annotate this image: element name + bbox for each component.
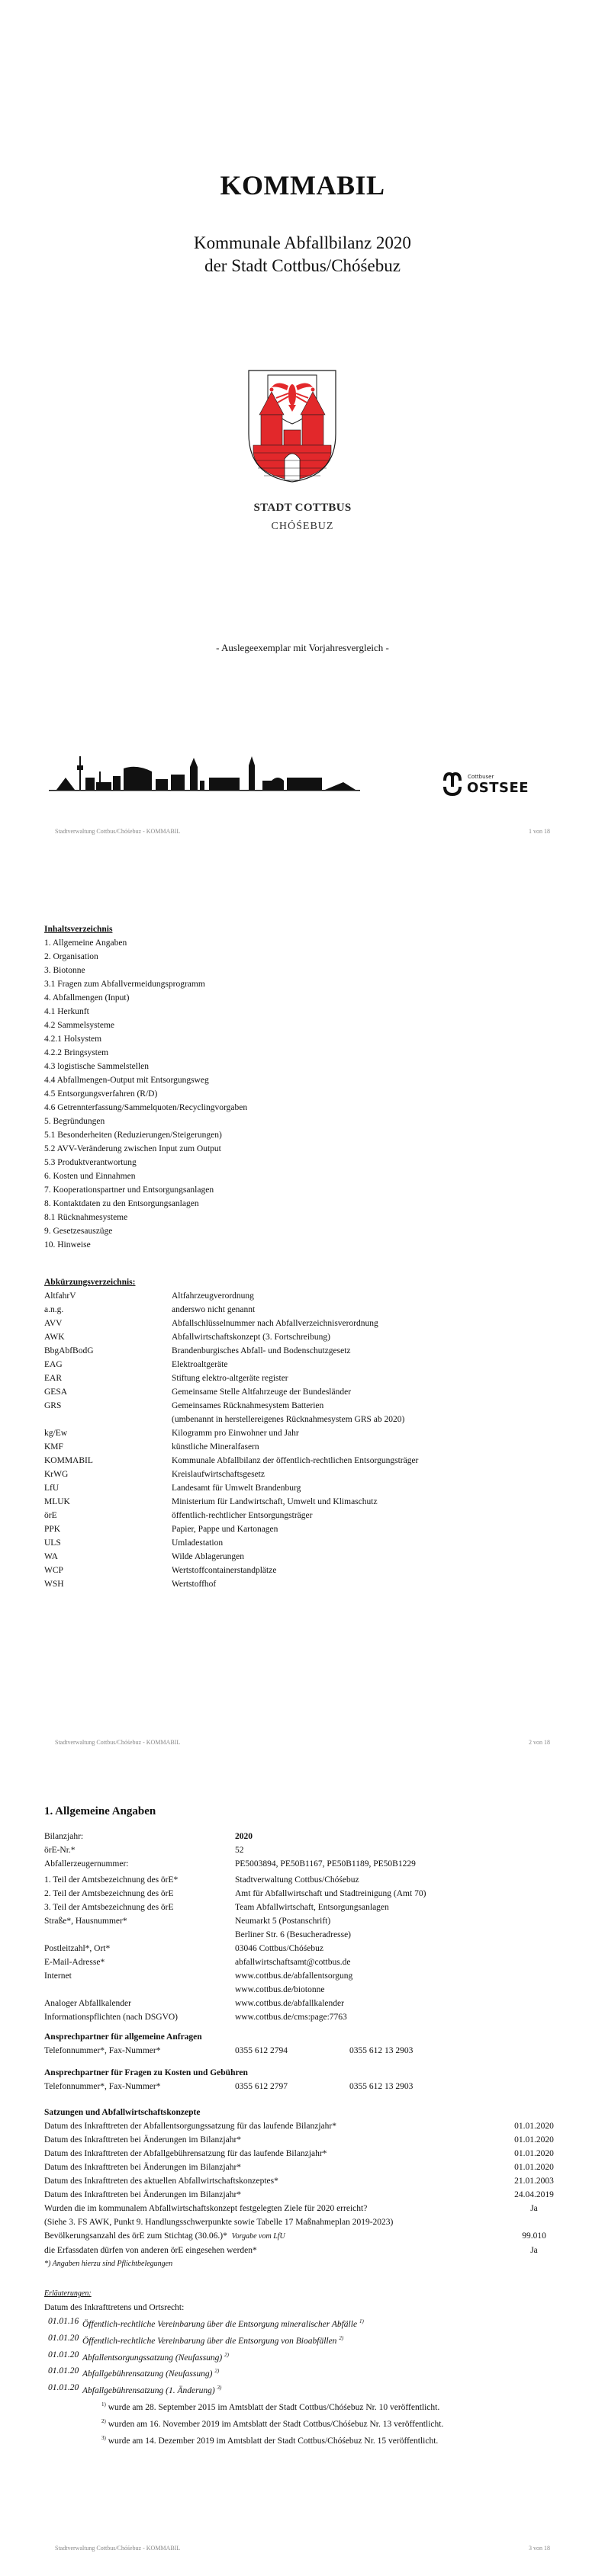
info-key: Bilanzjahr: xyxy=(44,1832,84,1841)
abbreviation: KOMMABIL xyxy=(44,1456,93,1465)
info-value: Stadtverwaltung Cottbus/Chóśebuz xyxy=(235,1875,359,1885)
abbreviation: GESA xyxy=(44,1387,68,1397)
info-row xyxy=(44,1901,426,1914)
statute-row xyxy=(44,2161,565,2174)
abbreviation-meaning: Gemeinsame Stelle Altfahrzeuge der Bundesländer xyxy=(172,1387,352,1397)
statute-value: 01.01.2020 xyxy=(514,2149,554,2158)
ostsee-logo-small: Cottbuser xyxy=(468,774,494,780)
abbreviation-row xyxy=(44,1358,418,1371)
abbreviation-row xyxy=(44,1468,418,1481)
abbreviation-rows xyxy=(44,1289,418,1591)
explanation-date: 01.01.20 xyxy=(48,2333,79,2343)
toc-item: 5.2 AVV-Veränderung zwischen Input zum Output xyxy=(44,1144,221,1153)
abbreviation: LfU xyxy=(44,1484,60,1493)
contact-heading: Ansprechpartner für allgemeine Anfragen xyxy=(44,2032,202,2042)
info-row xyxy=(44,1914,426,1928)
abbreviation: EAR xyxy=(44,1374,62,1383)
toc-item: 4. Abfallmengen (Input) xyxy=(44,993,130,1002)
info-key: Straße*, Hausnummer* xyxy=(44,1917,127,1926)
abbreviation: KMF xyxy=(44,1442,63,1452)
share-value: Ja xyxy=(530,2246,538,2255)
statute-value: 21.01.2003 xyxy=(514,2177,554,2186)
population-note: Vorgabe vom LfU xyxy=(231,2232,285,2241)
abbreviation: PPK xyxy=(44,1525,61,1534)
info-key: Internet xyxy=(44,1971,72,1981)
statute-value: Ja xyxy=(530,2204,538,2213)
explanation-item xyxy=(44,2381,565,2398)
abbreviation: kg/Ew xyxy=(44,1429,68,1438)
statute-row xyxy=(44,2188,565,2202)
footnote-ref: 2) xyxy=(224,2351,229,2358)
ostsee-logo-big: OSTSEE xyxy=(467,780,529,796)
info-key xyxy=(44,1983,235,1997)
page-general-info xyxy=(0,1776,605,2576)
footnote-ref: 2) xyxy=(214,2368,220,2375)
ostsee-logo xyxy=(442,772,530,796)
info-value: www.cottbus.de/biotonne xyxy=(235,1985,325,1994)
footnote-ref: 3) xyxy=(217,2385,222,2392)
abbreviation: AWK xyxy=(44,1333,65,1342)
toc-item: 3.1 Fragen zum Abfallvermeidungsprogramm xyxy=(44,980,205,989)
footer-page-number: 3 von 18 xyxy=(529,2545,550,2552)
info-key: 3. Teil der Amtsbezeichnung des örE xyxy=(44,1903,174,1912)
statute-value: 24.04.2019 xyxy=(514,2190,554,2199)
toc-item: 9. Gesetzesauszüge xyxy=(44,1227,113,1236)
abbreviation: AVV xyxy=(44,1319,63,1328)
abbreviation-row xyxy=(44,1495,418,1509)
explanation-text xyxy=(82,2331,343,2348)
info-value: Amt für Abfallwirtschaft und Stadtreinigung (Amt 70) xyxy=(235,1889,426,1898)
statutes-section xyxy=(44,2106,565,2271)
info-value: Team Abfallwirtschaft, Entsorgungsanlagen xyxy=(235,1903,389,1912)
abbreviation-row xyxy=(44,1454,418,1468)
info-key: E-Mail-Adresse* xyxy=(44,1958,105,1967)
general-info-block-a xyxy=(44,1830,416,1871)
abbreviation: MLUK xyxy=(44,1497,70,1506)
info-value: www.cottbus.de/abfallentsorgung xyxy=(235,1971,353,1981)
info-value: www.cottbus.de/cms:page:7763 xyxy=(235,2013,347,2022)
abbreviation: ULS xyxy=(44,1538,61,1548)
abbreviation: GRS xyxy=(44,1401,62,1410)
statute-label: (Siehe 3. FS AWK, Punkt 9. Handlungsschwerpunkte sowie Tabelle 17 Maßnahmeplan 2019-2023) xyxy=(44,2218,394,2227)
explanation-text xyxy=(82,2364,219,2381)
statutes-rows xyxy=(44,2119,565,2229)
statute-row xyxy=(44,2133,565,2147)
abbreviation-meaning: Kommunale Abfallbilanz der öffentlich-rechtlichen Entsorgungsträger xyxy=(172,1456,419,1465)
abbreviation-meaning: Abfallwirtschaftskonzept (3. Fortschreibung) xyxy=(172,1333,330,1342)
contact-phone: 0355 612 2797 xyxy=(235,2082,288,2091)
statute-value: 01.01.2020 xyxy=(514,2135,554,2145)
info-row xyxy=(44,1873,426,1887)
info-key: Abfallerzeugernummer: xyxy=(44,1859,129,1869)
abbreviation-row xyxy=(44,1399,418,1413)
toc-item: 4.4 Abfallmengen-Output mit Entsorgungsweg xyxy=(44,1076,209,1085)
subtitle-line-1: Kommunale Abfallbilanz 2020 xyxy=(194,233,411,252)
explanations-section xyxy=(44,2287,565,2448)
explanation-title: Abfallgebührensatzung (1. Änderung) xyxy=(82,2386,215,2396)
ostsee-wave-icon xyxy=(442,772,462,796)
document-subtitle xyxy=(0,232,605,277)
statute-label: Datum des Inkrafttreten des aktuellen Abfallwirtschaftskonzeptes* xyxy=(44,2177,278,2186)
toc-heading: Inhaltsverzeichnis xyxy=(44,925,113,934)
statutes-heading: Satzungen und Abfallwirtschaftskonzepte xyxy=(44,2108,201,2117)
statute-row xyxy=(44,2174,565,2188)
statute-row xyxy=(44,2147,565,2161)
section-heading: 1. Allgemeine Angaben xyxy=(44,1805,156,1817)
footer-page-number: 2 von 18 xyxy=(529,1739,550,1746)
footnote-text: wurden am 16. November 2019 im Amtsblatt der Stadt Cottbus/Chóśebuz Nr. 13 veröffentlicht. xyxy=(108,2419,444,2429)
abbreviation: a.n.g. xyxy=(44,1305,64,1314)
abbreviation-row xyxy=(44,1577,418,1591)
explanations-intro: Datum des Inkrafttretens und Ortsrecht: xyxy=(44,2303,185,2312)
footnote xyxy=(44,2414,565,2431)
abbreviation-row xyxy=(44,1344,418,1358)
abbreviation-row xyxy=(44,1330,418,1344)
explanation-date: 01.01.16 xyxy=(48,2317,79,2326)
subtitle-line-2: der Stadt Cottbus/Chóśebuz xyxy=(204,256,401,275)
abbreviation-meaning: Altfahrzeugverordnung xyxy=(172,1291,254,1301)
toc-item: 8.1 Rücknahmesysteme xyxy=(44,1213,128,1222)
abbreviation-row xyxy=(44,1550,418,1564)
footnote-ref: 2) xyxy=(339,2334,344,2341)
abbreviation-list xyxy=(44,1275,418,1591)
explanation-title: Abfallentsorgungssatzung (Neufassung) xyxy=(82,2353,223,2363)
explanation-text xyxy=(82,2381,221,2398)
abbreviation: AltfahrV xyxy=(44,1291,76,1301)
info-value: 03046 Cottbus/Chóśebuz xyxy=(235,1944,323,1953)
footnote-ref: 1) xyxy=(359,2318,364,2324)
abbreviation-row xyxy=(44,1289,418,1303)
abbreviation-row xyxy=(44,1371,418,1385)
info-key: Analoger Abfallkalender xyxy=(44,1999,131,2008)
explanation-item xyxy=(44,2331,565,2348)
info-value: PE5003894, PE50B1167, PE50B1189, PE50B1229 xyxy=(235,1859,416,1869)
explanation-title: Öffentlich-rechtliche Vereinbarung über die Entsorgung von Bioabfällen xyxy=(82,2336,337,2346)
statute-value: 01.01.2020 xyxy=(514,2163,554,2172)
info-row xyxy=(44,2010,426,2024)
abbreviation-meaning: Kilogramm pro Einwohner und Jahr xyxy=(172,1429,299,1438)
abbreviation-row xyxy=(44,1481,418,1495)
document-title: KOMMABIL xyxy=(220,170,385,200)
contact-heading: Ansprechpartner für Fragen zu Kosten und Gebühren xyxy=(44,2068,248,2077)
info-value: abfallwirtschaftsamt@cottbus.de xyxy=(235,1958,351,1967)
statute-label: Datum des Inkrafttreten bei Änderungen im Bilanzjahr* xyxy=(44,2135,242,2145)
statute-label: Wurden die im kommunalem Abfallwirtschaftskonzept festgelegten Ziele für 2020 erreicht? xyxy=(44,2204,368,2213)
contact-fax: 0355 612 13 2903 xyxy=(349,2046,414,2055)
abbreviation-row xyxy=(44,1564,418,1577)
statute-row xyxy=(44,2215,565,2229)
toc-item: 4.3 logistische Sammelstellen xyxy=(44,1062,150,1071)
abbreviation: WCP xyxy=(44,1566,63,1575)
toc-item: 6. Kosten und Einnahmen xyxy=(44,1172,136,1181)
toc-item: 4.6 Getrennterfassung/Sammelquoten/Recyclingvorgaben xyxy=(44,1103,248,1112)
abbreviation-row xyxy=(44,1413,418,1426)
abbreviation-meaning: Wertstoffcontainerstandplätze xyxy=(172,1566,277,1575)
abbreviation-row xyxy=(44,1440,418,1454)
info-key: 2. Teil der Amtsbezeichnung des örE xyxy=(44,1889,174,1898)
explanation-title: Abfallgebührensatzung (Neufassung) xyxy=(82,2369,213,2379)
toc-item: 4.5 Entsorgungsverfahren (R/D) xyxy=(44,1089,158,1099)
footnote-marker: 1) xyxy=(101,2401,106,2408)
page-footer xyxy=(55,2545,550,2552)
footnote-marker: 3) xyxy=(101,2434,106,2441)
statute-row xyxy=(44,2119,565,2133)
info-row xyxy=(44,1843,416,1857)
abbreviation-meaning: Elektroaltgeräte xyxy=(172,1360,228,1369)
page-toc xyxy=(0,846,605,1776)
page-footer xyxy=(55,828,550,835)
toc-item: 4.2.2 Bringsystem xyxy=(44,1048,109,1057)
abbreviation: örE xyxy=(44,1511,57,1520)
footnote xyxy=(44,2431,565,2448)
info-value: Berliner Str. 6 (Besucheradresse) xyxy=(235,1930,352,1939)
info-value: Neumarkt 5 (Postanschrift) xyxy=(235,1917,331,1926)
edition-note: - Auslegeexemplar mit Vorjahresvergleich - xyxy=(216,642,389,653)
statute-row xyxy=(44,2202,565,2215)
explanation-item xyxy=(44,2315,565,2331)
abbreviation-row xyxy=(44,1522,418,1536)
toc-item: 5.3 Produktverantwortung xyxy=(44,1158,137,1167)
toc-item: 5. Begründungen xyxy=(44,1117,105,1126)
info-row xyxy=(44,1928,426,1942)
info-key: Informationspflichten (nach DSGVO) xyxy=(44,2013,179,2022)
info-key xyxy=(44,1928,235,1942)
info-row xyxy=(44,1969,426,1983)
explanation-date: 01.01.20 xyxy=(48,2350,79,2359)
abbreviation-row xyxy=(44,1317,418,1330)
statute-label: Datum des Inkrafttreten bei Änderungen im Bilanzjahr* xyxy=(44,2163,242,2172)
statute-value xyxy=(504,2215,565,2229)
info-key: Postleitzahl*, Ort* xyxy=(44,1944,111,1953)
toc-item: 4.2.1 Holsystem xyxy=(44,1035,102,1044)
population-label xyxy=(44,2229,504,2244)
coat-of-arms-icon xyxy=(243,369,342,483)
explanations-heading: Erläuterungen: xyxy=(44,2289,92,2298)
info-row xyxy=(44,1830,416,1843)
explanation-text xyxy=(82,2348,229,2365)
abbreviation: KrWG xyxy=(44,1470,69,1479)
explanation-items xyxy=(44,2315,565,2398)
abbreviation-row xyxy=(44,1536,418,1550)
abbreviation-meaning: Papier, Pappe und Kartonagen xyxy=(172,1525,278,1534)
footer-left: Stadtverwaltung Cottbus/Chóśebuz - KOMMABIL xyxy=(55,2545,181,2552)
abbreviation: EAG xyxy=(44,1360,63,1369)
info-row xyxy=(44,1955,426,1969)
abbreviation: WA xyxy=(44,1552,58,1561)
info-value: 2020 xyxy=(235,1832,253,1841)
mandatory-note: *) Angaben hierzu sind Pflichtbelegungen xyxy=(44,2260,173,2268)
explanation-date: 01.01.20 xyxy=(48,2383,79,2393)
info-value: www.cottbus.de/abfallkalender xyxy=(235,1999,344,2008)
statute-value: 01.01.2020 xyxy=(514,2122,554,2131)
abbreviation: WSH xyxy=(44,1580,64,1589)
contact-row xyxy=(44,2044,413,2058)
statute-label: Datum des Inkrafttreten der Abfallentsorgungssatzung für das laufende Bilanzjahr* xyxy=(44,2122,336,2131)
abbreviation-meaning: künstliche Mineralfasern xyxy=(172,1442,259,1452)
abbreviation-meaning: Wilde Ablagerungen xyxy=(172,1552,245,1561)
contact-phone: 0355 612 2794 xyxy=(235,2046,288,2055)
abbreviations-heading: Abkürzungsverzeichnis: xyxy=(44,1278,136,1287)
info-row xyxy=(44,1997,426,2010)
toc-item: 5.1 Besonderheiten (Reduzierungen/Steigerungen) xyxy=(44,1131,222,1140)
footer-page-number: 1 von 18 xyxy=(529,828,550,835)
abbreviation-meaning: Wertstoffhof xyxy=(172,1580,217,1589)
statute-label: Datum des Inkrafttreten der Abfallgebührensatzung für das laufende Bilanzjahr* xyxy=(44,2149,327,2158)
contact-row xyxy=(44,2080,413,2093)
info-key: 1. Teil der Amtsbezeichnung des örE* xyxy=(44,1875,179,1885)
page-cover xyxy=(0,0,605,846)
explanation-title: Öffentlich-rechtliche Vereinbarung über die Entsorgung mineralischer Abfälle xyxy=(82,2319,358,2329)
abbreviation-row xyxy=(44,1509,418,1522)
abbreviation xyxy=(44,1413,172,1426)
contact-general xyxy=(44,2030,413,2058)
toc-item: 2. Organisation xyxy=(44,952,98,961)
toc-item: 8. Kontaktdaten zu den Entsorgungsanlagen xyxy=(44,1199,199,1208)
contact-label: Telefonnummer*, Fax-Nummer* xyxy=(44,2082,161,2091)
statute-row xyxy=(44,2244,565,2257)
info-row xyxy=(44,1983,426,1997)
abbreviation-meaning: anderswo nicht genannt xyxy=(172,1305,256,1314)
toc-item: 10. Hinweise xyxy=(44,1240,91,1250)
abbreviation: BbgAbfBodG xyxy=(44,1346,94,1355)
abbreviation-meaning: Kreislaufwirtschaftsgesetz xyxy=(172,1470,265,1479)
share-label: die Erfassdaten dürfen von anderen örE eingesehen werden* xyxy=(44,2246,257,2255)
abbreviation-meaning: Abfallschlüsselnummer nach Abfallverzeichnisverordnung xyxy=(172,1319,378,1328)
toc-item: 1. Allgemeine Angaben xyxy=(44,938,127,948)
explanation-text xyxy=(82,2315,364,2331)
crest-city-sorbian: CHÓŚEBUZ xyxy=(271,521,334,532)
abbreviation-meaning: Ministerium für Landwirtschaft, Umwelt und Klimaschutz xyxy=(172,1497,378,1506)
contact-label: Telefonnummer*, Fax-Nummer* xyxy=(44,2046,161,2055)
table-of-contents xyxy=(44,922,247,1252)
info-row xyxy=(44,1887,426,1901)
abbreviation-meaning: öffentlich-rechtlicher Entsorgungsträger xyxy=(172,1511,313,1520)
abbreviation-meaning: Umladestation xyxy=(172,1538,224,1548)
statute-row xyxy=(44,2229,565,2244)
contact-fax: 0355 612 13 2903 xyxy=(349,2082,414,2091)
toc-list xyxy=(44,936,247,1252)
population-label-text: Bevölkerungsanzahl des örE zum Stichtag (30.06.)* xyxy=(44,2231,227,2241)
abbreviation-row xyxy=(44,1426,418,1440)
footnote-text: wurde am 14. Dezember 2019 im Amtsblatt der Stadt Cottbus/Chóśebuz Nr. 15 veröffentlicht. xyxy=(108,2436,439,2446)
explanation-item xyxy=(44,2364,565,2381)
crest-city-name: STADT COTTBUS xyxy=(253,502,352,514)
info-row xyxy=(44,1942,426,1955)
info-row xyxy=(44,1857,416,1871)
abbreviation-meaning: Brandenburgisches Abfall- und Bodenschutzgesetz xyxy=(172,1346,351,1355)
population-value: 99.010 xyxy=(522,2231,546,2241)
toc-item: 4.1 Herkunft xyxy=(44,1007,89,1016)
page-footer xyxy=(55,1739,550,1746)
info-key: örE-Nr.* xyxy=(44,1846,76,1855)
city-skyline-icon xyxy=(49,755,360,791)
contact-costs xyxy=(44,2066,413,2093)
toc-item: 7. Kooperationspartner und Entsorgungsanlagen xyxy=(44,1185,214,1195)
general-info-block-b xyxy=(44,1873,426,2024)
explanation-notes xyxy=(44,2398,565,2447)
footer-left: Stadtverwaltung Cottbus/Chóśebuz - KOMMABIL xyxy=(55,828,181,835)
explanation-item xyxy=(44,2348,565,2365)
abbreviation-meaning: Landesamt für Umwelt Brandenburg xyxy=(172,1484,301,1493)
info-value: 52 xyxy=(235,1846,244,1855)
abbreviation-meaning: Gemeinsames Rücknahmesystem Batterien xyxy=(172,1401,324,1410)
footnote-text: wurde am 28. September 2015 im Amtsblatt der Stadt Cottbus/Chóśebuz Nr. 10 veröffentlicht. xyxy=(108,2402,440,2412)
explanation-date: 01.01.20 xyxy=(48,2366,79,2376)
statute-label: Datum des Inkrafttreten bei Änderungen im Bilanzjahr* xyxy=(44,2190,242,2199)
abbreviation-meaning: (umbenannt in herstellereigenes Rücknahmesystem GRS ab 2020) xyxy=(172,1415,405,1424)
abbreviation-row xyxy=(44,1303,418,1317)
abbreviation-meaning: Stiftung elektro-altgeräte register xyxy=(172,1374,288,1383)
toc-item: 4.2 Sammelsysteme xyxy=(44,1021,114,1030)
footer-left: Stadtverwaltung Cottbus/Chóśebuz - KOMMABIL xyxy=(55,1739,181,1746)
footnote-marker: 2) xyxy=(101,2417,106,2424)
abbreviation-row xyxy=(44,1385,418,1399)
footnote xyxy=(44,2398,565,2414)
toc-item: 3. Biotonne xyxy=(44,966,85,975)
